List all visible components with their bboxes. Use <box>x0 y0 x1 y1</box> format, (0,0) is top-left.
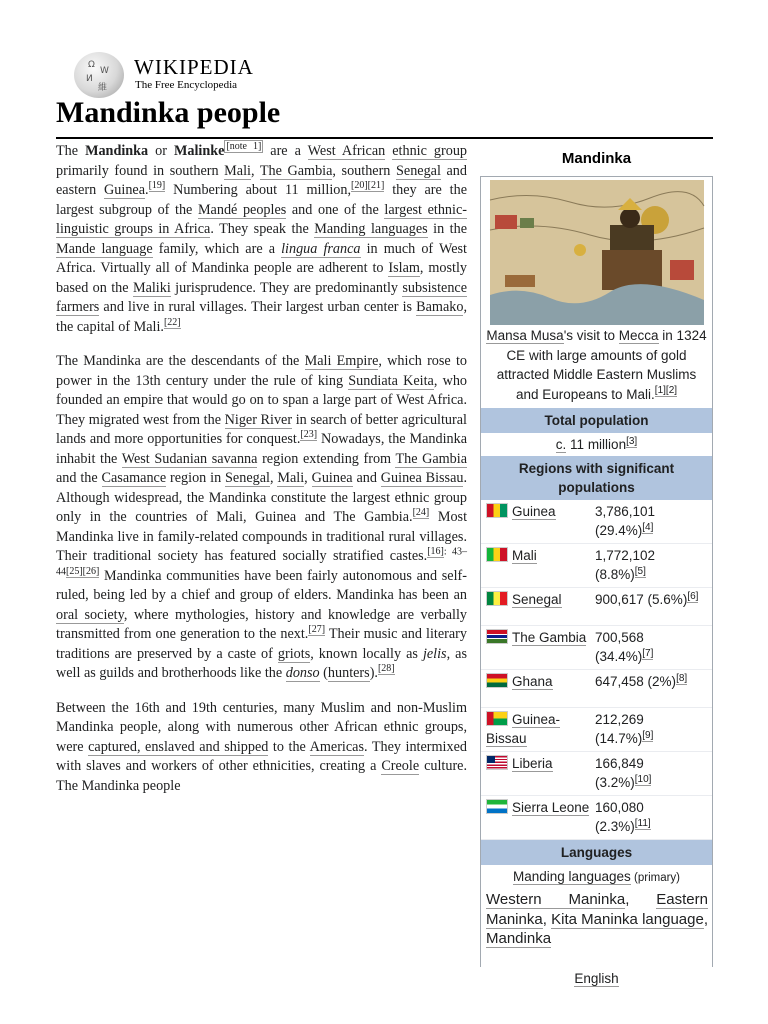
image-caption: Mansa Musa's visit to Mecca in 1324 CE with large amounts of gold attracted Middle Eastern Muslims and Europeans to Mali.[1][2] <box>486 328 707 402</box>
link-mandinka-language[interactable]: Mandinka <box>486 930 552 947</box>
regions-table <box>481 500 712 840</box>
region-value-cell <box>595 546 712 584</box>
ref-link[interactable]: [27] <box>308 624 326 636</box>
link-region[interactable]: Guinea <box>512 504 556 519</box>
bissau-flag-icon <box>486 711 508 726</box>
link-eastern-maninka[interactable]: Eastern Maninka <box>486 891 708 928</box>
infobox-title: Mandinka <box>561 150 632 167</box>
ref-link[interactable]: [11] <box>634 817 651 829</box>
bold-malinke: Malinke <box>173 143 225 159</box>
link-region[interactable]: Mali <box>512 548 537 563</box>
region-row <box>481 752 712 796</box>
catalan-atlas-illustration <box>490 180 704 325</box>
region-name-cell <box>486 628 595 666</box>
region-percent: (14.7%) <box>595 731 643 746</box>
regions-header: Regions with significant populations <box>481 456 712 500</box>
link-senegal[interactable]: Senegal <box>225 470 270 486</box>
link-subsistence-farmers[interactable]: subsistence farmers <box>56 279 468 315</box>
ref-link[interactable]: [26] <box>82 565 100 577</box>
ref-link[interactable]: [23] <box>300 429 318 441</box>
languages-list: Western Maninka, Eastern Maninka, Kita Maninka language, Mandinka <box>486 891 709 947</box>
link-manding-languages[interactable]: Manding languages <box>314 221 428 237</box>
region-name-cell <box>486 502 595 540</box>
region-value-cell <box>595 798 712 836</box>
link-lingua-franca[interactable]: lingua franca <box>281 240 361 257</box>
link-mecca[interactable]: Mecca <box>618 328 659 343</box>
wikipedia-globe-logo[interactable]: Ω W И 維 <box>74 52 124 98</box>
link-largest-groups[interactable]: largest ethnic-linguistic groups in Africa <box>56 201 467 237</box>
title-divider <box>56 137 713 139</box>
link-bamako[interactable]: Bamako <box>416 299 464 315</box>
ref-link[interactable]: [19] <box>148 180 166 192</box>
link-mansa-musa[interactable]: Mansa Musa <box>486 328 564 343</box>
region-name-cell <box>486 672 595 704</box>
link-mali-empire[interactable]: Mali Empire <box>304 353 379 369</box>
link-islam[interactable]: Islam <box>388 260 420 276</box>
liberia-flag-icon <box>486 755 508 770</box>
ref-link[interactable]: [10] <box>634 773 652 785</box>
link-guinea-bissau[interactable]: Guinea Bissau <box>380 470 464 486</box>
ref-link[interactable]: [24] <box>412 507 430 519</box>
link-mande-peoples[interactable]: Mandé peoples <box>197 201 287 218</box>
region-population: 1,772,102 <box>595 548 656 563</box>
paragraph-history: The Mandinka are the descendants of the Mali Empire, which rose to power in the 13th century under the rule of king Sundiata Keita, who founded an empire that would go on to span a large part of West Africa. They migrated west from the Niger River in search of better agricultural lands and more opportunities for conquest.[23] Nowadays, the Mandinka inhabit the West Sudanian savanna region extending from The Gambia and the Casamance region in Senegal, Mali, Guinea and Guinea Bissau. Although widespread, the Mandinka constitute the largest ethnic group only in the countries of Mali, Guinea and The Gambia.[24] Most Mandinka live in family-related compounds in traditional rural villages. Their traditional society has featured socially stratified castes.[16]: 43–44[25][26] Mandinka communities have been fairly autonomous and self-ruled, being led by a chief and group of elders. Mandinka has been an oral society, where mythologies, history and knowledge are verbally transmitted from one generation to the next.[27] Their music and literary traditions are preserved by a caste of griots, known locally as jelis, as well as guilds and brotherhoods like the donso (hunters).[28] <box>56 353 468 681</box>
region-value-cell <box>595 672 712 704</box>
region-percent: (8.8%) <box>595 567 635 582</box>
ref-link[interactable]: [4] <box>642 521 654 533</box>
link-kita-maninka[interactable]: Kita Maninka language <box>551 910 704 928</box>
region-row <box>481 796 712 840</box>
ref-link[interactable]: [8] <box>676 672 688 684</box>
link-maliki[interactable]: Maliki <box>132 279 171 296</box>
region-population: 3,786,101 <box>595 504 656 519</box>
note-link[interactable]: [note 1] <box>226 141 262 153</box>
ref-link[interactable]: [25] <box>66 565 83 577</box>
region-row <box>481 670 712 708</box>
link-creole[interactable]: Creole <box>381 758 420 774</box>
link-region[interactable]: The Gambia <box>512 630 587 645</box>
senegal-flag-icon <box>486 591 508 606</box>
ref-link[interactable]: [7] <box>642 647 654 659</box>
ref-link[interactable]: [6] <box>687 590 699 602</box>
link-region[interactable]: Senegal <box>512 592 562 607</box>
link-the-gambia[interactable]: The Gambia <box>395 450 468 467</box>
link-region[interactable]: Sierra Leone <box>512 800 590 815</box>
wikipedia-tagline: The Free Encyclopedia <box>135 79 238 91</box>
region-population: 160,080 <box>595 800 644 815</box>
ref-link[interactable]: [1] <box>654 385 666 396</box>
region-value-cell <box>595 710 712 748</box>
ref-link[interactable]: [22] <box>163 316 181 328</box>
link-english[interactable]: English <box>574 970 619 986</box>
link-mali[interactable]: Mali <box>224 162 251 179</box>
paragraph-intro: The Mandinka or Malinke [note 1] are a West African ethnic group primarily found in southern Mali, The Gambia, southern Senegal and eastern Guinea.[19] Numbering about 11 million,[20][21] they are the largest subgroup of the Mandé peoples and one of the largest ethnic-linguistic groups in Africa. They speak the Manding languages in the Mande language family, which are a lingua franca in much of West Africa. Virtually all of Mandinka people are adherent to Islam, mostly based on the Maliki jurisprudence. They are predominantly subsistence farmers and live in rural villages. Their largest urban center is Bamako, the capital of Mali.[22] <box>56 141 468 335</box>
region-percent: (3.2%) <box>595 775 635 790</box>
link-ethnic-group[interactable]: ethnic group <box>392 143 468 159</box>
italic-jelis: jelis <box>422 645 447 662</box>
region-row <box>481 500 712 544</box>
link-guinea[interactable]: Guinea <box>311 470 353 486</box>
link-the-gambia[interactable]: The Gambia <box>259 162 333 179</box>
ref-link[interactable]: [9] <box>642 729 654 741</box>
ref-link[interactable]: [5] <box>634 565 646 577</box>
link-niger-river[interactable]: Niger River <box>224 411 293 428</box>
infobox <box>480 176 713 986</box>
link-mande-language[interactable]: Mande language <box>56 240 153 257</box>
ref-link[interactable]: [21] <box>367 180 385 192</box>
page-title: Mandinka people <box>56 96 281 129</box>
region-value-cell <box>595 502 712 540</box>
region-percent: (34.4%) <box>595 649 643 664</box>
languages-other <box>481 949 712 986</box>
link-donso[interactable]: donso <box>285 665 320 681</box>
link-oral-society[interactable]: oral society <box>56 606 124 623</box>
region-population: 212,269 <box>595 712 644 727</box>
total-population-value: c. 11 million[3] <box>555 435 638 452</box>
link-region[interactable]: Liberia <box>512 756 553 771</box>
region-percent: (29.4%) <box>595 523 643 538</box>
ref-link[interactable]: [2] <box>665 385 678 396</box>
mansa-musa-image[interactable] <box>490 180 704 325</box>
link-region[interactable]: Guinea-Bissau <box>486 712 561 746</box>
languages-primary: Manding languages (primary) <box>512 869 681 884</box>
link-mali[interactable]: Mali <box>277 470 305 486</box>
region-population: 700,568 <box>595 630 644 645</box>
link-sundiata-keita[interactable]: Sundiata Keita <box>348 372 434 389</box>
link-west-african[interactable]: West African <box>307 143 386 159</box>
region-percent: (2.3%) <box>595 819 635 834</box>
guinea-flag-icon <box>486 503 508 518</box>
region-row <box>481 544 712 588</box>
region-value-cell <box>595 628 712 666</box>
link-casamance[interactable]: Casamance <box>101 470 167 486</box>
link-griots[interactable]: griots <box>277 645 311 662</box>
ref-link[interactable]: [20] <box>351 180 368 192</box>
sierraleone-flag-icon <box>486 799 508 814</box>
link-circa[interactable]: c. <box>555 437 567 452</box>
link-americas[interactable]: Americas <box>309 738 364 755</box>
link-western-maninka[interactable]: Western Maninka <box>486 891 626 908</box>
ref-link[interactable]: [28] <box>377 663 395 675</box>
region-row <box>481 588 712 626</box>
region-name-cell <box>486 546 595 584</box>
region-name-cell <box>486 798 595 836</box>
region-population: 166,849 <box>595 756 644 771</box>
link-senegal[interactable]: Senegal <box>396 162 441 179</box>
link-region[interactable]: Ghana <box>512 674 553 689</box>
bold-mandinka: Mandinka <box>85 143 149 159</box>
region-population: 900,617 (5.6%) <box>595 592 688 607</box>
total-population-header: Total population <box>481 408 712 433</box>
region-name-cell <box>486 590 595 622</box>
region-name-cell <box>486 710 595 748</box>
region-row <box>481 626 712 670</box>
link-manding-languages[interactable]: Manding languages <box>512 869 631 884</box>
region-population: 647,458 (2%) <box>595 674 677 689</box>
region-name-cell <box>486 754 595 792</box>
article-body <box>56 142 467 811</box>
mali-flag-icon <box>486 547 508 562</box>
link-captured-enslaved[interactable]: captured, enslaved and shipped <box>88 738 269 755</box>
wikipedia-wordmark[interactable]: WIKIPEDIA <box>134 55 254 79</box>
paragraph-slavery: Between the 16th and 19th centuries, many Muslim and non-Muslim Mandinka people, along with numerous other African ethnic groups, were captured, enslaved and shipped to the Americas. They intermixed with slaves and workers of other ethnicities, creating a Creole culture. The Mandinka people <box>56 699 468 794</box>
link-west-sudanian-savanna[interactable]: West Sudanian savanna <box>121 450 258 467</box>
gambia-flag-icon <box>486 629 508 644</box>
region-row <box>481 708 712 752</box>
ref-link[interactable]: [16] <box>427 546 444 558</box>
ghana-flag-icon <box>486 673 508 688</box>
link-guinea[interactable]: Guinea <box>104 182 146 198</box>
ref-link[interactable]: [3] <box>626 435 638 447</box>
region-value-cell <box>595 754 712 792</box>
languages-header: Languages <box>481 840 712 865</box>
region-value-cell <box>595 590 712 622</box>
link-hunters[interactable]: hunters <box>327 665 370 681</box>
